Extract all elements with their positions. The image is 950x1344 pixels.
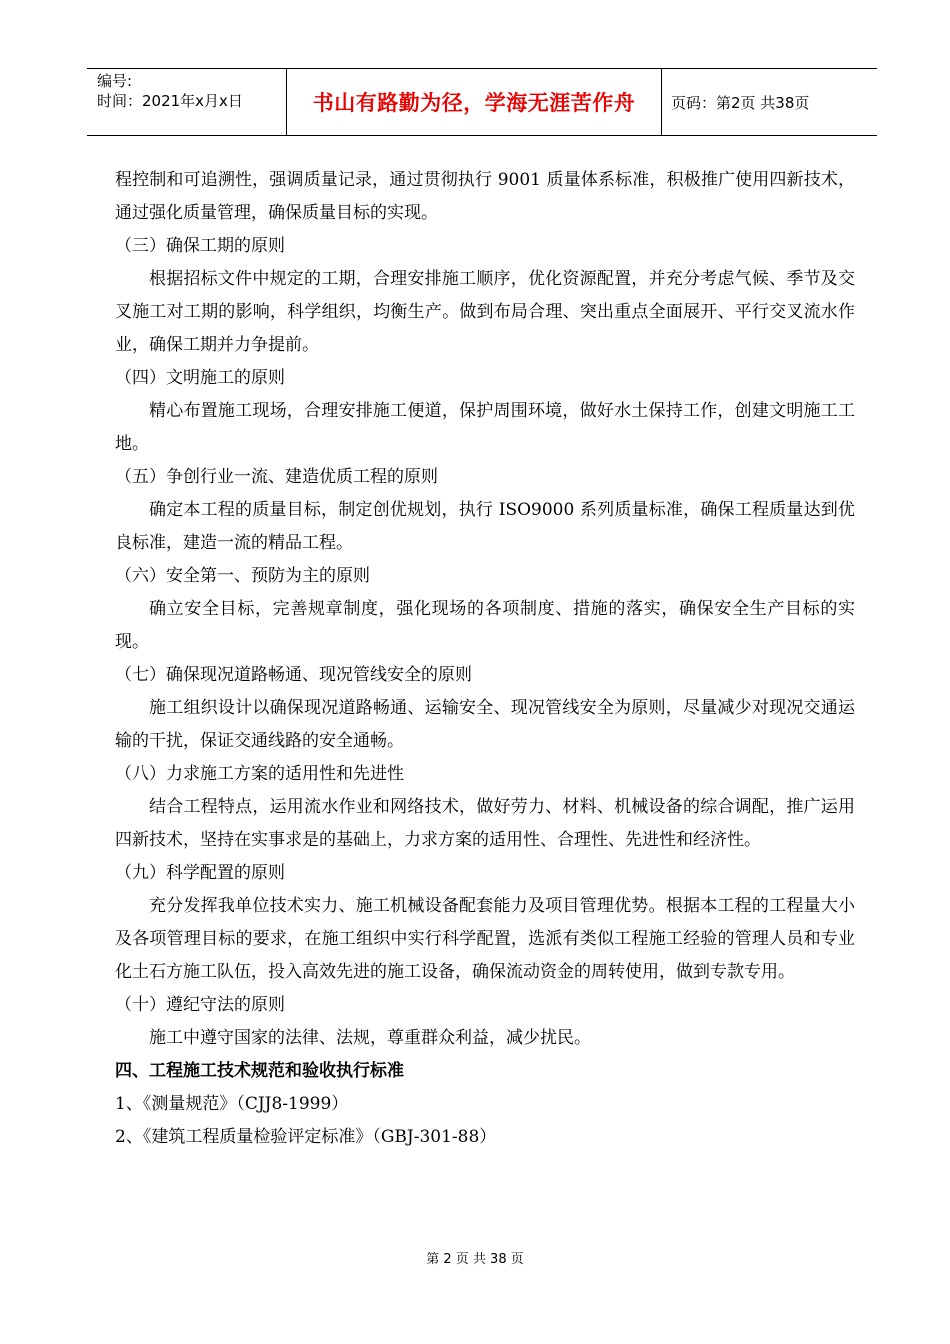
section-heading: （四）文明施工的原则 [115, 368, 285, 388]
paragraph: 根据招标文件中规定的工期，合理安排施工顺序，优化资源配置，并充分考虑气候、季节及交叉施工对工期的影响，科学组织，均衡生产。做到布局合理、突出重点全面展开、平行交叉流水作业，确保工期并力争提前。 [115, 269, 855, 355]
paragraph: 确立安全目标，完善规章制度，强化现场的各项制度、措施的落实，确保安全生产目标的实现。 [115, 599, 855, 652]
number-label: 编号: [97, 72, 133, 90]
paragraph: 施工组织设计以确保现况道路畅通、运输安全、现况管线安全为原则，尽量减少对现况交通运输的干扰，保证交通线路的安全通畅。 [115, 698, 855, 751]
paragraph: 精心布置施工现场，合理安排施工便道，保护周围环境，做好水土保持工作，创建文明施工工地。 [115, 401, 855, 454]
paragraph: 充分发挥我单位技术实力、施工机械设备配套能力及项目管理优势。根据本工程的工程量大小及各项管理目标的要求，在施工组织中实行科学配置，选派有类似工程施工经验的管理人员和专业化土石方施工队伍，投入高效先进的施工设备，确保流动资金的周转使用，做到专款专用。 [115, 896, 855, 982]
paragraph: 程控制和可追溯性，强调质量记录，通过贯彻执行 9001 质量体系标准，积极推广使用四新技术，通过强化质量管理，确保质量目标的实现。 [115, 170, 855, 223]
time-label: 时间：2021年x月x日 [97, 92, 243, 110]
section-heading: （十）遵纪守法的原则 [115, 995, 285, 1015]
section-heading: （六）安全第一、预防为主的原则 [115, 566, 370, 586]
section-heading: （五）争创行业一流、建造优质工程的原则 [115, 467, 438, 487]
section-heading: （九）科学配置的原则 [115, 863, 285, 883]
document-body [115, 164, 855, 1154]
header-motto: 书山有路勤为径，学海无涯苦作舟 [312, 91, 636, 115]
section-heading: （七）确保现况道路畅通、现况管线安全的原则 [115, 665, 472, 685]
chapter-heading: 四、工程施工技术规范和验收执行标准 [115, 1061, 404, 1081]
section-heading: （八）力求施工方案的适用性和先进性 [115, 764, 404, 784]
section-heading: （三）确保工期的原则 [115, 236, 285, 256]
header-divider [661, 69, 662, 135]
page-footer: 第 2 页 共 38 页 [426, 1252, 524, 1267]
paragraph: 结合工程特点，运用流水作业和网络技术，做好劳力、材料、机械设备的综合调配，推广运用四新技术，坚持在实事求是的基础上，力求方案的适用性、合理性、先进性和经济性。 [115, 797, 855, 850]
list-item: 1、《测量规范》（CJJ8-1999） [115, 1094, 349, 1114]
header-page-number: 页码：第2页 共38页 [671, 93, 810, 112]
header-meta [97, 71, 287, 133]
page-header [87, 68, 877, 136]
paragraph: 确定本工程的质量目标，制定创优规划，执行 ISO9000 系列质量标准，确保工程质量达到优良标准，建造一流的精品工程。 [115, 500, 855, 553]
list-item: 2、《建筑工程质量检验评定标准》（GBJ-301-88） [115, 1127, 497, 1147]
paragraph: 施工中遵守国家的法律、法规，尊重群众利益，减少扰民。 [149, 1028, 591, 1048]
